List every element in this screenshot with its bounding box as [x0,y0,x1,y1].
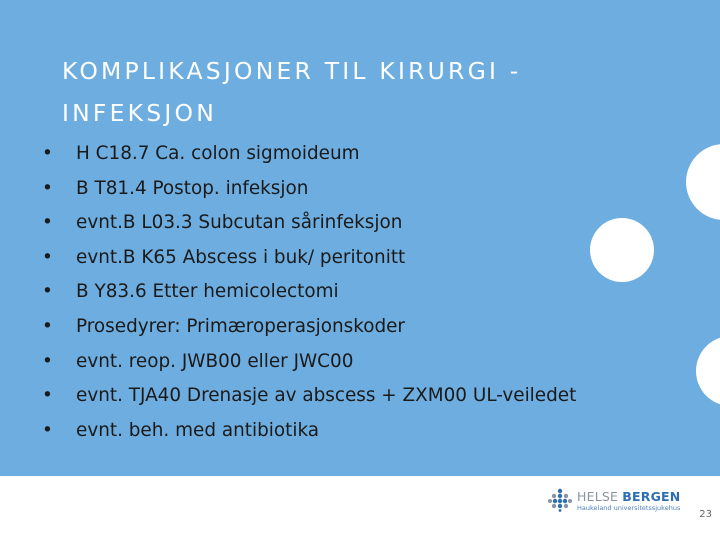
decorative-circle-middle [590,218,654,282]
bullet-item-reop: • evnt. reop. JWB00 eller JWC00 [42,348,576,383]
logo-subtitle: Haukeland universitetssjukehus [577,504,681,512]
bullet-item-drainage: • evnt. TJA40 Drenasje av abscess + ZXM00 UL-veiledet [42,382,576,417]
slide-title-line-2: INFEKSJON [62,99,218,127]
decorative-circle-top [686,144,720,220]
decorative-circle-lower [696,336,720,406]
helse-bergen-logo-wordmark [577,490,680,504]
bullet-item-procedures: • Prosedyrer: Primæroperasjonskoder [42,313,576,348]
logo-name-part-2: BERGEN [622,489,681,504]
bullet-item-diagnosis-main: • H C18.7 Ca. colon sigmoideum [42,140,576,175]
bullet-item-postop-infection: • B T81.4 Postop. infeksjon [42,175,576,210]
page-number: 23 [699,509,712,520]
bullet-item-abscess: • evnt.B K65 Abscess i buk/ peritonitt [42,244,576,279]
bullet-item-antibiotics: • evnt. beh. med antibiotika [42,417,576,452]
bullet-item-hemicolectomi: • B Y83.6 Etter hemicolectomi [42,278,576,313]
slide-title [62,50,662,134]
logo-name-part-1: HELSE [577,489,623,504]
slide-title-line-1: KOMPLIKASJONER TIL KIRURGI - [62,57,522,85]
bullet-list [42,140,576,451]
helse-bergen-logo-icon [548,488,572,512]
bullet-item-subcutan: • evnt.B L03.3 Subcutan sårinfeksjon [42,209,576,244]
helse-bergen-logo [548,488,681,516]
